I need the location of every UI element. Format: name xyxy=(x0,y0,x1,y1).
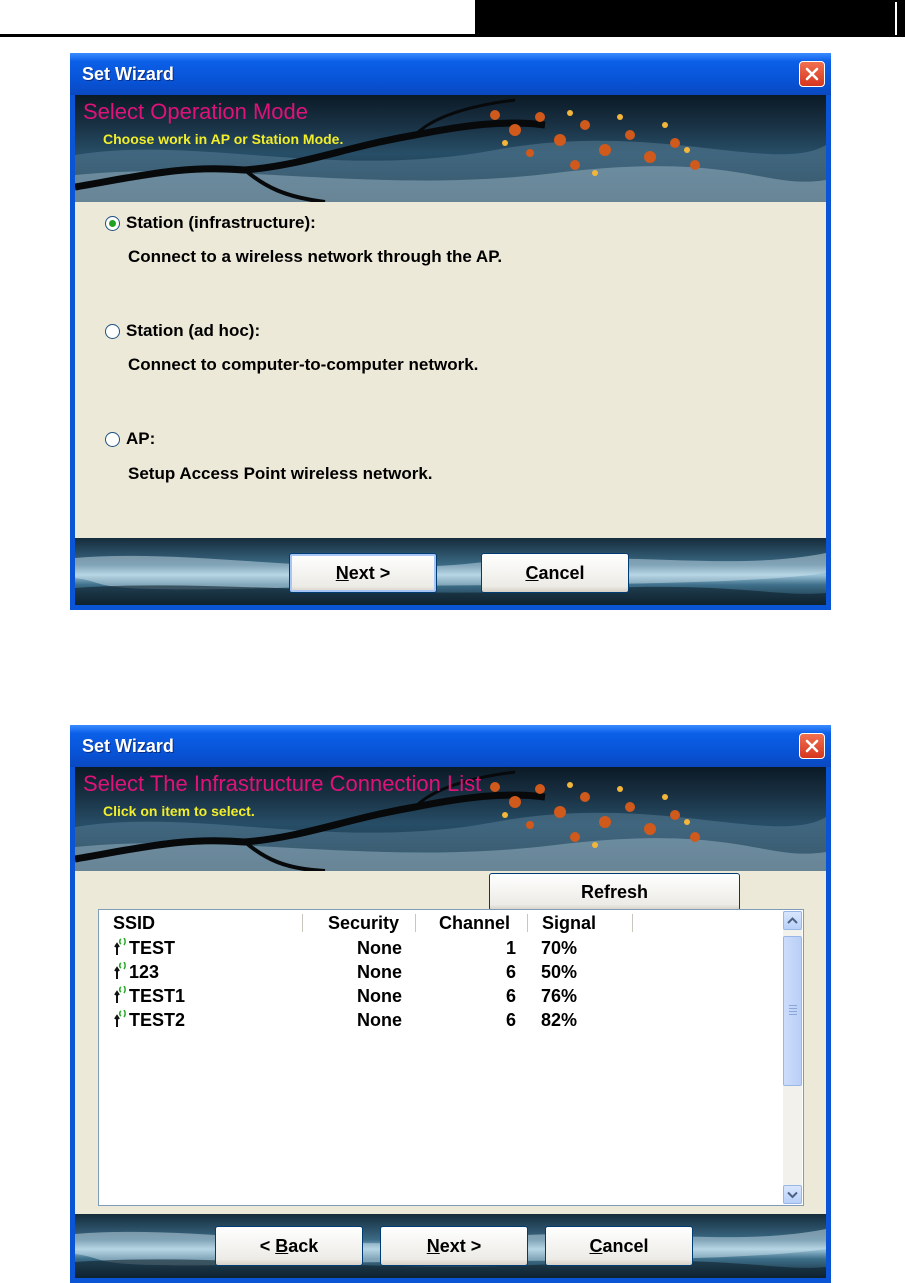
radio-icon[interactable] xyxy=(105,216,120,231)
table-row[interactable] xyxy=(99,936,769,960)
cell-signal: 76% xyxy=(541,986,578,1006)
column-security[interactable]: Security xyxy=(328,913,400,933)
table-row[interactable] xyxy=(99,1008,769,1032)
back-button[interactable]: < Back xyxy=(215,1226,363,1266)
cell-security: None xyxy=(357,986,402,1006)
close-icon[interactable] xyxy=(799,733,825,759)
signal-icon xyxy=(113,1010,129,1028)
cell-signal: 70% xyxy=(541,938,578,958)
signal-icon xyxy=(113,938,129,956)
cell-channel: 1 xyxy=(506,938,517,958)
set-wizard-dialog-list xyxy=(70,725,831,1283)
column-signal[interactable]: Signal xyxy=(542,913,597,933)
cancel-button[interactable]: Cancel xyxy=(481,553,629,593)
cell-channel: 6 xyxy=(506,962,517,982)
cell-channel: 6 xyxy=(506,986,517,1006)
cell-ssid: TEST xyxy=(129,938,176,958)
radio-icon[interactable] xyxy=(105,324,120,339)
banner-image xyxy=(75,95,826,202)
cell-channel: 6 xyxy=(506,1010,517,1030)
column-ssid[interactable]: SSID xyxy=(113,913,156,933)
radio-station-infrastructure[interactable] xyxy=(105,213,316,233)
option-label: Station (ad hoc): xyxy=(126,321,261,340)
cell-security: None xyxy=(357,1010,402,1030)
dialog-title: Set Wizard xyxy=(70,53,831,95)
option-description: Connect to computer-to-computer network. xyxy=(128,355,479,374)
cell-security: None xyxy=(357,962,402,982)
radio-icon[interactable] xyxy=(105,432,120,447)
banner-subtitle: Choose work in AP or Station Mode. xyxy=(103,131,344,147)
cancel-button[interactable]: Cancel xyxy=(545,1226,693,1266)
scroll-thumb[interactable] xyxy=(783,936,802,1086)
option-description: Setup Access Point wireless network. xyxy=(128,464,433,483)
banner-title: Select Operation Mode xyxy=(83,99,309,124)
banner-title: Select The Infrastructure Connection List xyxy=(83,771,482,796)
list-header xyxy=(99,910,769,936)
option-description: Connect to a wireless network through the AP. xyxy=(128,247,503,266)
banner-subtitle: Click on item to select. xyxy=(103,803,255,819)
option-label: AP: xyxy=(126,429,156,448)
vertical-scrollbar[interactable] xyxy=(783,911,802,1204)
header-rule xyxy=(0,34,475,37)
header-bar xyxy=(475,0,905,37)
next-button[interactable]: Next > xyxy=(380,1226,528,1266)
column-channel[interactable]: Channel xyxy=(439,913,511,933)
scroll-down-icon[interactable] xyxy=(783,1185,802,1204)
cell-ssid: 123 xyxy=(129,962,160,982)
scroll-up-icon[interactable] xyxy=(783,911,802,930)
close-icon[interactable] xyxy=(799,61,825,87)
cell-signal: 82% xyxy=(541,1010,578,1030)
signal-icon xyxy=(113,986,129,1004)
footer-image xyxy=(75,538,826,605)
signal-icon xyxy=(113,962,129,980)
set-wizard-dialog-mode xyxy=(70,53,831,610)
radio-ap[interactable] xyxy=(105,429,155,449)
banner-image xyxy=(75,767,826,871)
radio-station-adhoc[interactable] xyxy=(105,321,260,341)
cell-security: None xyxy=(357,938,402,958)
cell-ssid: TEST1 xyxy=(129,986,186,1006)
refresh-button[interactable]: Refresh xyxy=(489,873,740,911)
table-row[interactable] xyxy=(99,960,769,984)
dialog-title: Set Wizard xyxy=(70,725,831,767)
option-label: Station (infrastructure): xyxy=(126,213,316,232)
next-button[interactable]: Next > xyxy=(289,553,437,593)
connection-list[interactable] xyxy=(98,909,804,1206)
table-row[interactable] xyxy=(99,984,769,1008)
cell-ssid: TEST2 xyxy=(129,1010,186,1030)
cell-signal: 50% xyxy=(541,962,578,982)
